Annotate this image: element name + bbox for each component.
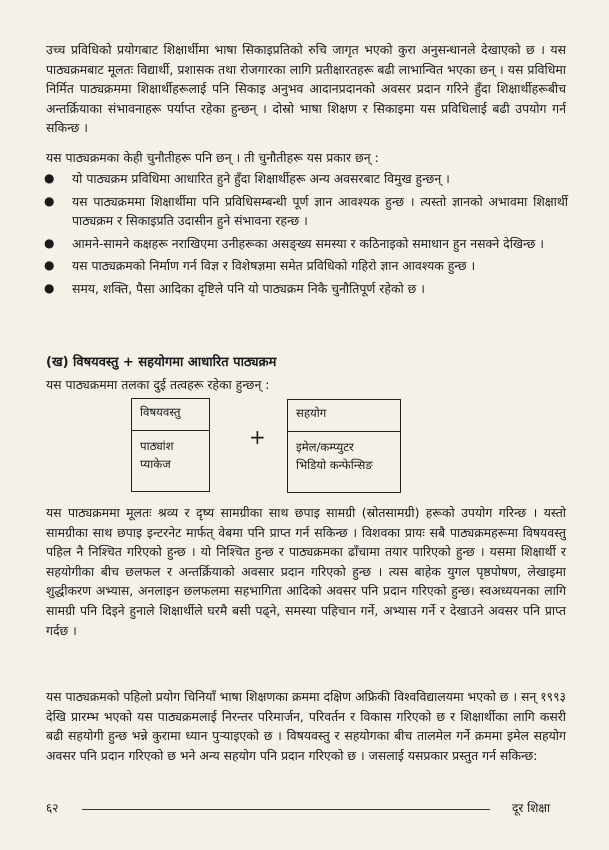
support-item: भिडियो कन्फेन्सिङ (296, 458, 373, 472)
list-item: ● आमने-सामने कक्षहरू नराखिएमा उनीहरूका असङ्ख्य समस्या र कठिनाइको समाधान हुन नसक्ने देखिन्छ । (72, 234, 568, 254)
support-item: इमेल/कम्प्युटर (296, 440, 354, 454)
list-item: ● यो पाठ्यक्रम प्रविधिमा आधारित हुने हुँदा शिक्षार्थीहरू अन्य अवसरबाट विमुख हुन्छन् । (72, 169, 568, 189)
plus-sign: + (249, 425, 266, 449)
list-item: ● यस पाठ्यक्रममा शिक्षार्थीमा पनि प्रविधिसम्बन्धी पूर्ण ज्ञान आवश्यक हुन्छ । त्यस्तो ज्ञानको अभावमा शिक्षार्थी पाठ्यक्रम र सिकाइप्रति उदासीन हुने संभावना रहन्छ । (72, 192, 568, 231)
section-heading: (ख) विषयवस्तु + सहयोगमा आधारित पाठ्यक्रम (46, 355, 277, 370)
paragraph-history: यस पाठ्यक्रमको पहिलो प्रयोग चिनियाँ भाषा शिक्षणका क्रममा दक्षिण अफ्रिकी विश्वविद्यालयमा भएको छ । सन् १९९३ देखि प्रारम्भ भएको यस पाठ्यक्रमलाई निरन्तर परिमार्जन, परिवर्तन र विकास गरिएको छ र शिक्षार्थीका लागि कसरी बढी सहयोगी हुन्छ भन्ने कुरामा ध्यान पुऱ्याइएको छ । विषयवस्तु र सहयोगका बीच तालमेल गर्ने क्रममा इमेल सहयोग अवसर पनि प्रदान गरिएको छ भने अन्य सहयोग पनि प्रदान गरिएको छ । जसलाई यसप्रकार प्रस्तुत गर्न सकिन्छ: (46, 689, 566, 763)
content-box (131, 398, 210, 492)
paragraph-intro: उच्च प्रविधिको प्रयोगबाट शिक्षार्थीमा भाषा सिकाइप्रतिको रुचि जागृत भएको कुरा अनुसन्धानले देखाएको छ । यस पाठ्यक्रमबाट मूलतः विद्यार्थी, प्रशासक तथा रोजगारका लागि प्रतीक्षारतहरू बढी लाभान्वित भएका छन् । यस प्रविधिमा निर्मित पाठ्यक्रममा शिक्षार्थीहरूलाई पनि सिकाइ अनुभव आदानप्रदानको अवसर प्रदान गरिने हुँदा शिक्षार्थीहरूबीच अन्तर्क्रियाका संभावनाहरू पर्याप्त रहेका हुन्छन् । दोस्रो भाषा शिक्षण र सिकाइमा यस प्रविधिलाई बढी उपयोग गर्न सकिन्छ । (46, 42, 566, 136)
support-box-title: सहयोग (288, 400, 400, 432)
paragraph-materials: यस पाठ्यक्रममा मूलतः श्रव्य र दृष्य सामग्रीका साथ छपाइ सामग्री (स्रोतसामग्री) हरूको उपयोग गरिन्छ । यस्तो सामग्रीका साथ छपाइ इन्टरनेट मार्फत् वेबमा पनि प्राप्त गर्न सकिन्छ । विशवका प्रायः सबै पाठ्यक्रमहरूमा विषयवस्तु पहिल नै निश्चित गरिएको हुन्छ । यो निश्चित हुन्छ र पाठ्यक्रमका ढाँचामा तयार पारिएको हुन्छ । यसमा शिक्षार्थी र सहयोगीका बीच छलफल र अन्तर्क्रियाको अवसार प्रदान गरिएको हुन्छ । त्यस बाहेक युगल पृष्ठपोषण, लेखाइमा शुद्धीकरण अभ्यास, अनलाइन छलफलमा सहभागिता आदिको अवसर पनि प्रदान गरिएको हुन्छ। स्वअध्ययनका लागि सामग्री पनि दिइने हुनाले शिक्षार्थीले घरमै बसी पढ्ने, समस्या पहिचान गर्ने, अभ्यास गर्ने र देखाउने अवसर पनि प्राप्त गर्दछ । (46, 505, 566, 638)
paragraph-elements-intro: यस पाठ्यक्रममा तलका दुई तत्वहरू रहेका हुन्छन् : (46, 377, 270, 392)
list-item: ● समय, शक्ति, पैसा आदिका दृष्टिले पनि यो पाठ्यक्रम निकै चुनौतिपूर्ण रहेको छ । (72, 279, 568, 299)
page-number: ६२ (46, 801, 59, 815)
content-box-title: विषयवस्तु (132, 399, 209, 431)
content-item: पाठ्यांश (140, 439, 174, 453)
footer-divider (82, 809, 490, 810)
challenges-list (72, 169, 568, 302)
paragraph-challenges-intro: यस पाठ्यक्रमका केही चुनौतीहरू पनि छन् । ती चुनौतीहरू यस प्रकार छन् : (46, 150, 379, 165)
list-item: ● यस पाठ्यक्रमको निर्माण गर्न विज्ञ र विशेषज्ञमा समेत प्रविधिको गहिरो ज्ञान आवश्यक हुन्छ । (72, 256, 568, 276)
footer-title: दूर शिक्षा (512, 801, 551, 815)
support-box (287, 399, 401, 493)
content-item: प्याकेज (140, 457, 171, 471)
